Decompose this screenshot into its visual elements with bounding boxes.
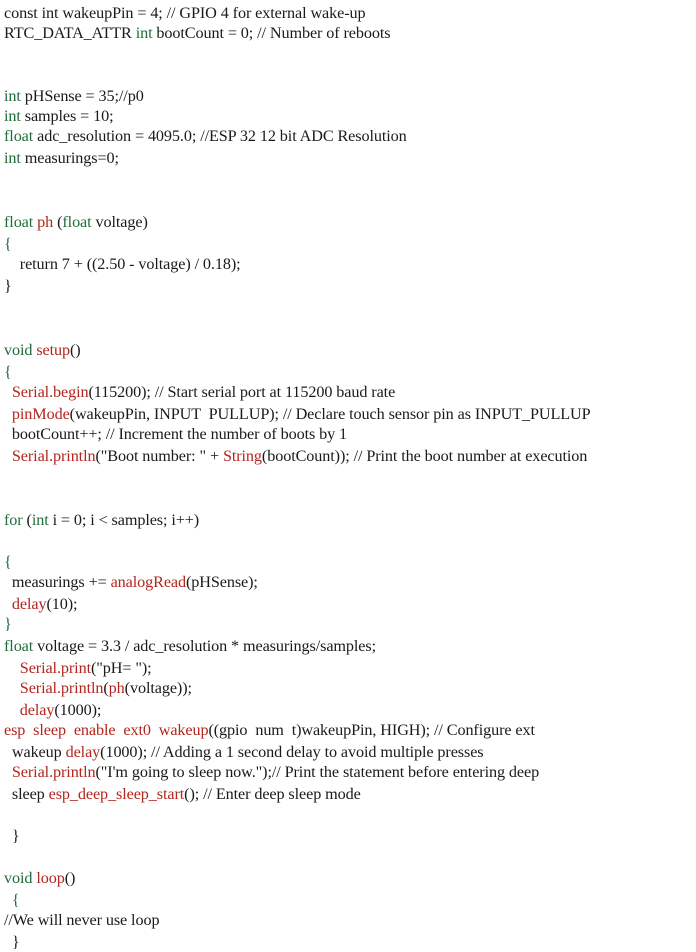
code-line (4, 594, 77, 614)
code-token: } (4, 277, 12, 295)
code-line (4, 658, 152, 678)
code-token: delay (65, 743, 101, 761)
code-token: { (4, 235, 12, 253)
code-token: i = 0; i < samples; i++) (48, 511, 200, 529)
code-token: ph (108, 679, 125, 697)
code-token: measurings += (4, 573, 111, 591)
code-line (4, 126, 407, 146)
code-token: setup (36, 341, 71, 359)
code-token: float (62, 213, 92, 231)
code-token (4, 405, 12, 423)
code-token: (1000); // Adding a 1 second delay to avoid multiple presses (100, 743, 484, 761)
code-line (4, 700, 101, 720)
code-token: { (4, 891, 20, 909)
code-token: ("pH= "); (90, 659, 152, 677)
code-line (4, 212, 148, 232)
code-token: Serial.begin (11, 383, 89, 401)
code-token: loop (36, 869, 65, 887)
code-token: analogRead (110, 573, 186, 591)
code-line (4, 362, 12, 382)
code-token: Serial.print (19, 659, 91, 677)
code-line (4, 932, 20, 952)
code-token: String (222, 447, 262, 465)
code-line (4, 424, 347, 444)
code-token: int (31, 511, 49, 529)
code-line (4, 678, 192, 698)
code-token: bootCount = 0; // Number of reboots (152, 24, 391, 42)
code-line (4, 910, 159, 930)
code-token: ("Boot number: " + (95, 447, 223, 465)
code-line (4, 720, 535, 740)
code-token: (bootCount)); // Print the boot number at execution (261, 447, 588, 465)
code-token: return 7 + ((2.50 - voltage) / 0.18); (4, 255, 241, 273)
code-line (4, 404, 591, 424)
code-token: (pHSense); (186, 573, 258, 591)
code-line (4, 762, 539, 782)
code-line (4, 86, 144, 106)
code-token: float (4, 213, 34, 231)
code-token (4, 679, 20, 697)
code-line (4, 234, 12, 254)
code-token: wakeupPin = 4; // GPIO 4 for external wake-up (62, 4, 366, 22)
code-token: esp_deep_sleep_start (48, 785, 185, 803)
code-token: pinMode (11, 405, 70, 423)
code-token: delay (11, 595, 47, 613)
code-token: { (4, 553, 12, 571)
code-line (4, 510, 199, 530)
code-token: () (70, 341, 81, 359)
code-token: measurings=0; (20, 149, 119, 167)
code-token: adc_resolution = 4095.0; //ESP 32 12 bit ADC Resolution (33, 127, 407, 145)
code-token: Serial.println (19, 679, 104, 697)
code-token: Serial.println (11, 447, 96, 465)
code-line (4, 552, 12, 572)
code-token: } (4, 615, 12, 633)
code-token: ("I'm going to sleep now.");// Print the statement before entering deep (95, 763, 540, 781)
code-line (4, 23, 390, 43)
code-token: (); // Enter deep sleep mode (184, 785, 361, 803)
code-token: ( (22, 511, 32, 529)
code-token: int (4, 87, 21, 105)
code-token: float (4, 127, 34, 145)
code-token: sleep (4, 785, 49, 803)
code-token (4, 447, 12, 465)
code-token: void (4, 869, 33, 887)
code-token: samples = 10; (20, 107, 114, 125)
code-token: ( (53, 213, 63, 231)
code-token: voltage = 3.3 / adc_resolution * measurings/samples; (33, 637, 376, 655)
code-token: (10); (46, 595, 78, 613)
code-token: (voltage)); (124, 679, 192, 697)
code-token: delay (19, 701, 55, 719)
code-token: (1000); (54, 701, 102, 719)
code-line (4, 868, 75, 888)
code-token: wakeup (4, 743, 66, 761)
code-token: void (4, 341, 33, 359)
code-token (4, 383, 12, 401)
code-line (4, 3, 366, 23)
code-token: RTC_DATA_ATTR (4, 24, 136, 42)
code-token: ((gpio num t)wakeupPin, HIGH); // Configure ext (208, 721, 535, 739)
code-line (4, 254, 241, 274)
code-token: for (4, 511, 23, 529)
code-token: esp sleep enable ext0 wakeup (4, 721, 209, 739)
code-line (4, 784, 361, 804)
code-line (4, 148, 119, 168)
code-line (4, 106, 114, 126)
code-token: () (64, 869, 76, 887)
code-line (4, 276, 12, 296)
code-token: voltage) (91, 213, 148, 231)
code-token: ( (103, 679, 109, 697)
code-token (4, 763, 12, 781)
code-token: { (4, 363, 12, 381)
code-token: int (4, 107, 21, 125)
code-line (4, 614, 12, 634)
code-token: ph (37, 213, 54, 231)
code-token: pHSense = 35;//p0 (20, 87, 144, 105)
code-token: bootCount++; // Increment the number of boots by 1 (4, 425, 348, 443)
code-token: int (135, 24, 153, 42)
code-token (4, 659, 20, 677)
code-token: (115200); // Start serial port at 115200 baud rate (88, 383, 396, 401)
code-line (4, 826, 20, 846)
code-token: } (4, 827, 20, 845)
code-line (4, 446, 587, 466)
code-token: (wakeupPin, INPUT PULLUP); // Declare touch sensor pin as INPUT_PULLUP (69, 405, 591, 423)
code-token: //We will never use loop (4, 911, 160, 929)
code-token: } (4, 933, 20, 951)
code-line (4, 340, 81, 360)
code-token: Serial.println (11, 763, 96, 781)
code-line (4, 742, 484, 762)
code-line (4, 572, 258, 592)
code-line (4, 890, 20, 910)
code-token (4, 595, 12, 613)
code-token: int (4, 149, 21, 167)
code-line (4, 636, 376, 656)
code-token: const int (4, 4, 63, 22)
code-token (4, 701, 20, 719)
code-token: float (4, 637, 34, 655)
code-line (4, 382, 395, 402)
